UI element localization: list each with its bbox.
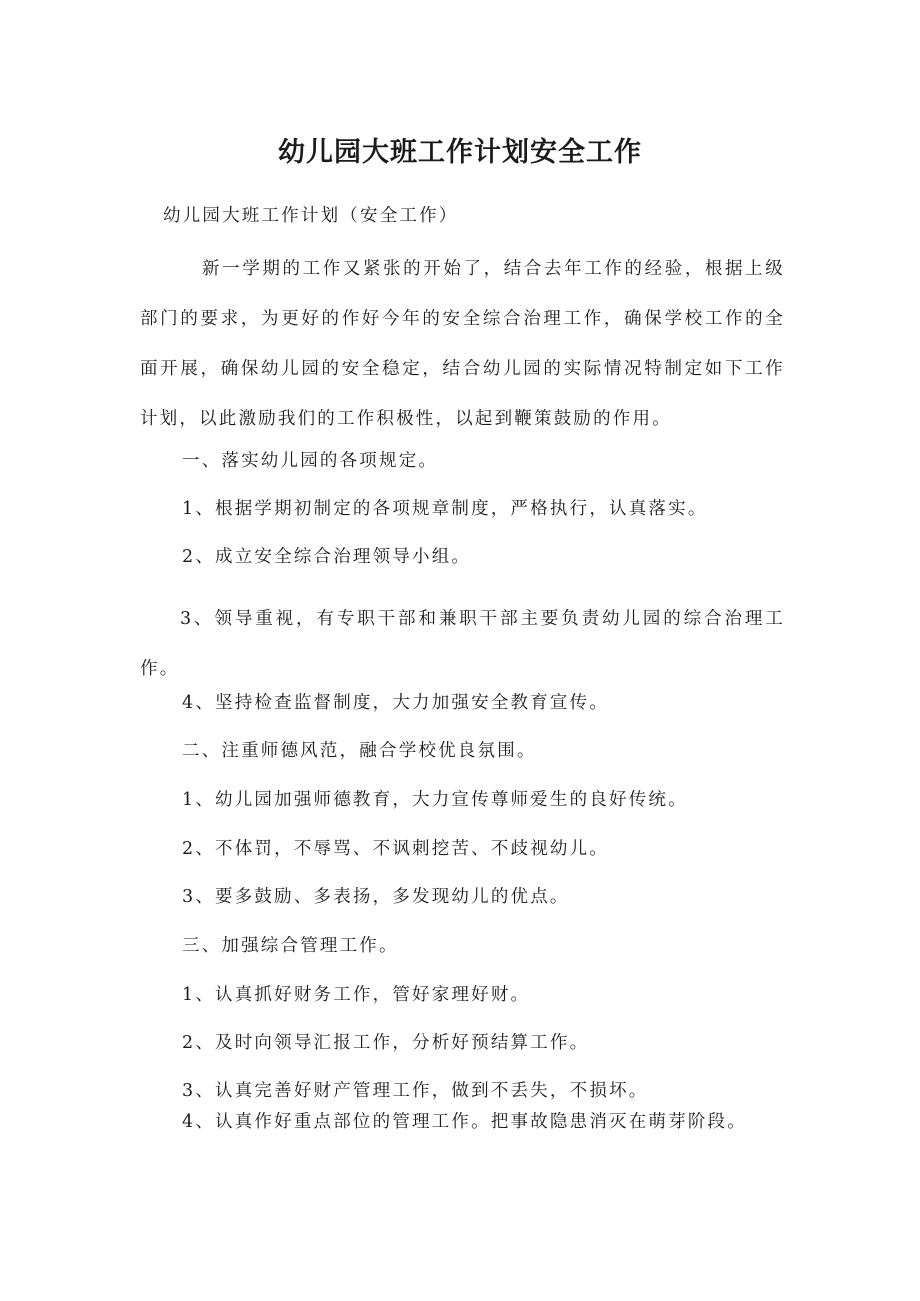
section2-item-2: 2、不体罚，不辱骂、不讽刺挖苦、不歧视幼儿。	[182, 839, 610, 859]
section1-item-4: 4、坚持检查监督制度，大力加强安全教育宣传。	[182, 693, 610, 713]
intro-paragraph: 新一学期的工作又紧张的开始了，结合去年工作的经验，根据上级部门的要求，为更好的作好今年的安全综合治理工作，确保学校工作的全面开展，确保幼儿园的安全稳定，结合幼儿园的实际情况特制定如下工作计划，以此激励我们的工作积极性，以起到鞭策鼓励的作用。	[140, 259, 785, 429]
section3-item-1: 1、认真抓好财务工作，管好家理好财。	[182, 985, 531, 1005]
section3-item-2: 2、及时向领导汇报工作，分析好预结算工作。	[182, 1033, 590, 1053]
section2-item-3: 3、要多鼓励、多表扬，多发现幼儿的优点。	[182, 887, 570, 907]
section3-item-4: 4、认真作好重点部位的管理工作。把事故隐患消灭在萌芽阶段。	[182, 1112, 747, 1132]
section1-item-3: 3、领导重视，有专职干部和兼职干部主要负责幼儿园的综合治理工作。	[140, 609, 785, 679]
section1-heading: 一、落实幼儿园的各项规定。	[182, 451, 439, 471]
document-subtitle: 幼儿园大班工作计划（安全工作）	[163, 206, 459, 226]
section2-item-1: 1、幼儿园加强师德教育，大力宣传尊师爱生的良好传统。	[182, 790, 688, 810]
section3-item-3: 3、认真完善好财产管理工作，做到不丢失，不损坏。	[182, 1081, 649, 1101]
section2-heading: 二、注重师德风范，融合学校优良氛围。	[182, 741, 537, 761]
section1-item-2: 2、成立安全综合治理领导小组。	[182, 547, 472, 567]
section3-heading: 三、加强综合管理工作。	[182, 936, 399, 956]
document-title: 幼儿园大班工作计划安全工作	[278, 137, 642, 168]
section1-item-1: 1、根据学期初制定的各项规章制度，严格执行，认真落实。	[182, 499, 708, 519]
